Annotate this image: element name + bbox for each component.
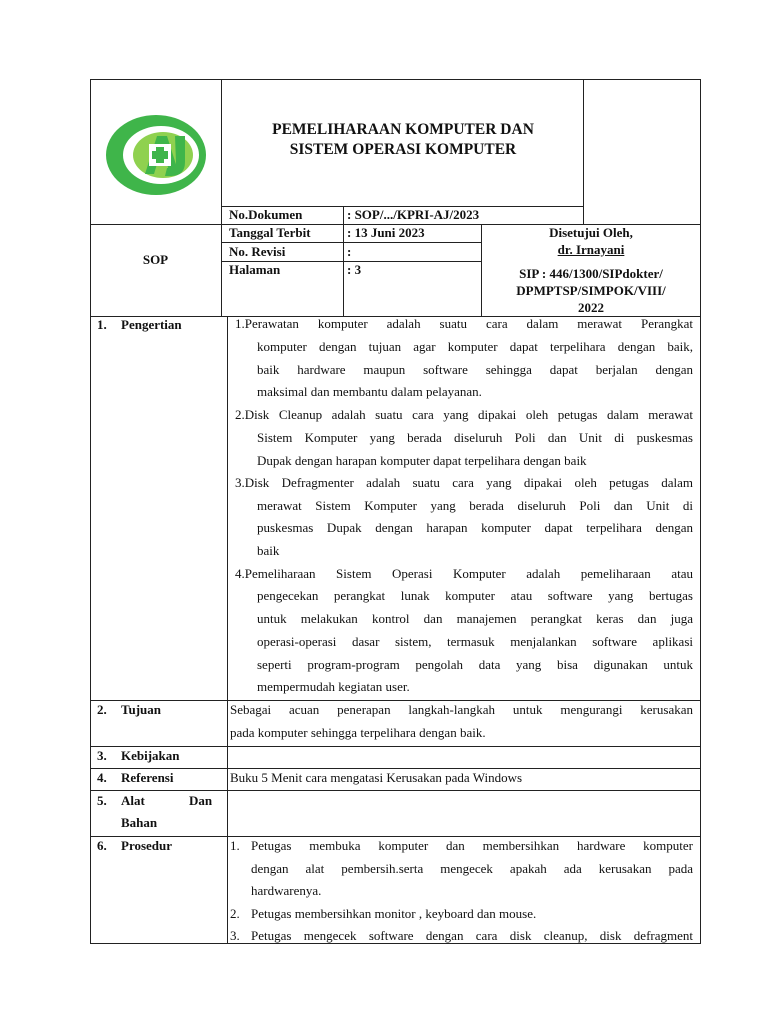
no-revisi-value: :: [347, 244, 352, 259]
tujuan-line: pada komputer sehingga terpelihara dengan baik.: [230, 725, 486, 740]
pengertian-line: baik hardware maupun software sehingga dapat berjalan dengan: [257, 362, 693, 377]
pengertian-line: puskesmas Dupak dengan harapan komputer dapat terpelihara dengan: [257, 520, 693, 535]
row-line-tujuan: [90, 700, 700, 701]
title-line-2: SISTEM OPERASI KOMPUTER: [289, 141, 517, 158]
section-label-kebijakan: Kebijakan: [121, 748, 180, 763]
section-number-pengertian: 1.: [97, 317, 107, 332]
prosedur-item-number: 3.: [230, 928, 240, 943]
pengertian-line: 2.Disk Cleanup adalah suatu cara yang dipakai oleh petugas dalam merawat: [235, 407, 693, 422]
pengertian-line: untuk melakukan kontrol dan manajemen perangkat keras dan juga: [257, 611, 693, 626]
section-label-referensi: Referensi: [121, 770, 174, 785]
row-line-kebijakan: [90, 746, 700, 747]
pengertian-line: operasi-operasi dasar sistem, termasuk menjalankan software aplikasi: [257, 634, 693, 649]
table-border-top: [90, 79, 700, 80]
prosedur-item-line: dengan alat pembersih.serta mengecek apakah ada kerusakan pada: [251, 861, 693, 876]
clinic-logo-icon: [105, 114, 207, 196]
section-label-pengertian: Pengertian: [121, 317, 182, 332]
header-row-line-3: [221, 242, 481, 243]
section-label-bahan: Bahan: [121, 815, 158, 830]
section-label-prosedur: Prosedur: [121, 838, 173, 853]
no-revisi-label: No. Revisi: [229, 244, 286, 259]
prosedur-item-line: hardwarenya.: [251, 883, 322, 898]
approval-name: dr. Irnayani: [557, 242, 625, 257]
pengertian-line: seperti program-program pengolah data yang bisa digunakan untuk: [257, 657, 693, 672]
title-line-1: PEMELIHARAAN KOMPUTER DAN: [272, 121, 534, 138]
row-line-alat: [90, 790, 700, 791]
pengertian-line: komputer dengan tujuan agar komputer dapat terpelihara dengan baik,: [257, 339, 693, 354]
section-number-tujuan: 2.: [97, 702, 107, 717]
section-number-alat: 5.: [97, 793, 107, 808]
row-line-prosedur: [90, 836, 700, 837]
tanggal-terbit-value: : 13 Juni 2023: [347, 225, 425, 240]
prosedur-item-number: 1.: [230, 838, 240, 853]
pengertian-line: 3.Disk Defragmenter adalah suatu cara yang dipakai oleh petugas dalam: [235, 475, 693, 490]
row-line-referensi: [90, 768, 700, 769]
section-number-referensi: 4.: [97, 770, 107, 785]
pengertian-line: 4.Pemeliharaan Sistem Operasi Komputer adalah pemeliharaan atau: [235, 566, 693, 581]
section-number-prosedur: 6.: [97, 838, 107, 853]
prosedur-item-number: 2.: [230, 906, 240, 921]
body-column-divider: [227, 316, 228, 943]
pengertian-line: Dupak dengan harapan komputer dapat terpelihara dengan baik: [257, 453, 587, 468]
pengertian-line: pengecekan perangkat lunak komputer atau software yang bertugas: [257, 588, 693, 603]
halaman-value: : 3: [347, 262, 362, 277]
tujuan-line: Sebagai acuan penerapan langkah-langkah untuk mengurangi kerusakan: [230, 702, 693, 717]
tanggal-terbit-label: Tanggal Terbit: [229, 225, 311, 240]
approval-sip-line-3: 2022: [578, 300, 604, 315]
section-label-tujuan: Tujuan: [121, 702, 161, 717]
approval-sip-line-2: DPMPTSP/SIMPOK/VIII/: [516, 283, 666, 298]
pengertian-line: Sistem Komputer yang berada diseluruh Poli dan Unit di puskesmas: [257, 430, 693, 445]
section-label-dan: Dan: [189, 793, 213, 808]
approval-title: Disetujui Oleh,: [549, 225, 633, 240]
approval-sip-line-1: SIP : 446/1300/SIPdokter/: [519, 266, 663, 281]
section-label-alat: Alat: [121, 793, 145, 808]
no-dokumen-value: : SOP/.../KPRI-AJ/2023: [347, 207, 480, 222]
pengertian-line: baik: [257, 543, 280, 558]
prosedur-item-line: Petugas membuka komputer dan membersihkan hardware komputer: [251, 838, 693, 853]
halaman-label: Halaman: [229, 262, 281, 277]
sop-label: SOP: [142, 252, 169, 267]
prosedur-item-line: Petugas mengecek software dengan cara disk cleanup, disk defragment: [251, 928, 693, 943]
prosedur-item-line: Petugas membersihkan monitor , keyboard dan mouse.: [251, 906, 537, 921]
section-number-kebijakan: 3.: [97, 748, 107, 763]
table-border-left: [90, 79, 91, 944]
table-border-right: [700, 79, 701, 944]
referensi-text: Buku 5 Menit cara mengatasi Kerusakan pada Windows: [230, 770, 523, 785]
pengertian-line: 1.Perawatan komputer adalah suatu cara dalam merawat Perangkat: [235, 316, 693, 331]
pengertian-line: maksimal dan membantu dalam pelayanan.: [257, 384, 482, 399]
no-dokumen-label: No.Dokumen: [229, 207, 303, 222]
pengertian-line: merawat Sistem Komputer yang berada diseluruh Poli dan Unit di: [257, 498, 693, 513]
pengertian-line: mempermudah kegiatan user.: [257, 679, 410, 694]
document-title: [222, 120, 584, 160]
header-divider-logo: [221, 79, 222, 316]
